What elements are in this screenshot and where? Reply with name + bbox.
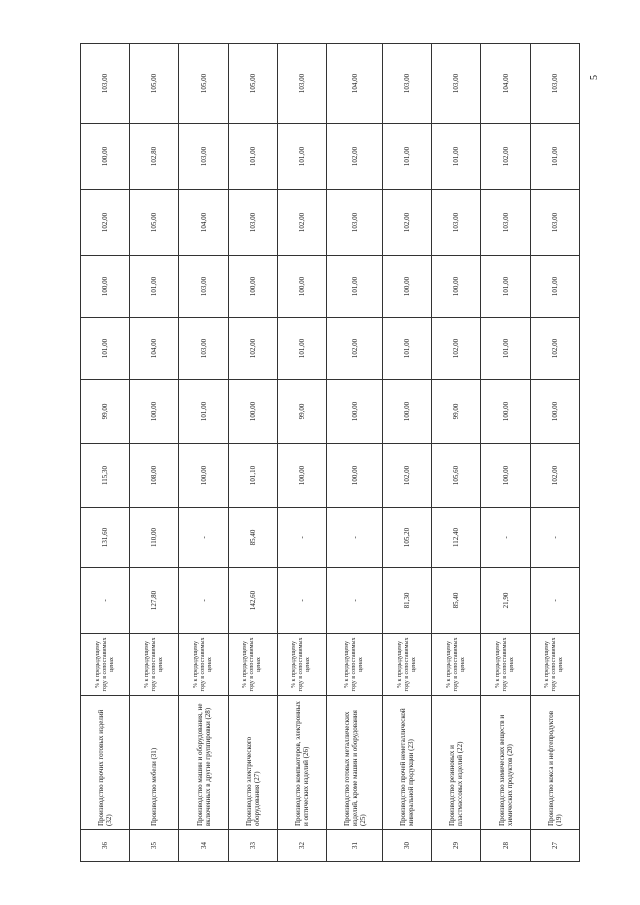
indicator-name-cell: Производство компьютеров, электронных и оптических изделий (26) (277, 696, 326, 830)
value-cell: 105,00 (130, 44, 179, 124)
table-row (481, 44, 530, 862)
value-cell: 100,00 (432, 256, 481, 318)
value-cell: 100,00 (81, 256, 130, 318)
value-cell: 112,40 (432, 508, 481, 568)
indicator-name-cell: Производство машин и оборудования, не включенных в другие группировки (28) (179, 696, 228, 830)
value-cell: 103,00 (179, 124, 228, 190)
table-row (383, 44, 432, 862)
statistics-table (80, 44, 580, 862)
value-cell: 101,00 (383, 124, 432, 190)
value-cell: 101,00 (130, 256, 179, 318)
indicator-name-cell: Производство готовых металлических изделий, кроме машин и оборудования (25) (327, 696, 383, 830)
value-cell: 100,00 (327, 380, 383, 444)
value-cell: 102,00 (481, 124, 530, 190)
value-cell: 100,00 (481, 380, 530, 444)
unit-cell: % к предыдущему году в сопоставимых ценах (383, 634, 432, 696)
value-cell: 103,00 (432, 190, 481, 256)
value-cell: 103,00 (81, 44, 130, 124)
value-cell: - (179, 568, 228, 634)
value-cell: 101,00 (228, 124, 277, 190)
value-cell: 103,00 (327, 190, 383, 256)
value-cell: 102,00 (530, 318, 579, 380)
value-cell: 101,00 (530, 124, 579, 190)
table-row (81, 44, 130, 862)
value-cell: 101,00 (530, 256, 579, 318)
indicator-name-cell: Производство прочей неметаллической минеральной продукции (23) (383, 696, 432, 830)
value-cell: 100,00 (530, 380, 579, 444)
value-cell: 101,10 (228, 444, 277, 508)
value-cell: 102,00 (383, 444, 432, 508)
table-row (327, 44, 383, 862)
value-cell: 99,00 (277, 380, 326, 444)
value-cell: 102,00 (81, 190, 130, 256)
value-cell: 100,00 (383, 256, 432, 318)
table-row (530, 44, 579, 862)
row-number-cell: 34 (179, 830, 228, 862)
value-cell: 101,00 (481, 318, 530, 380)
table-body (81, 44, 580, 862)
unit-cell: % к предыдущему году в сопоставимых ценах (327, 634, 383, 696)
value-cell: 100,00 (383, 380, 432, 444)
value-cell: - (530, 508, 579, 568)
unit-cell: % к предыдущему году в сопоставимых ценах (481, 634, 530, 696)
value-cell: 100,00 (277, 444, 326, 508)
value-cell: 85,40 (228, 508, 277, 568)
unit-cell: % к предыдущему году в сопоставимых ценах (530, 634, 579, 696)
value-cell: 103,00 (432, 44, 481, 124)
table-row (130, 44, 179, 862)
indicator-name-cell: Производство резиновых и пластмассовых изделий (22) (432, 696, 481, 830)
value-cell: 105,00 (228, 44, 277, 124)
value-cell: - (277, 508, 326, 568)
value-cell: 100,00 (130, 380, 179, 444)
value-cell: 102,00 (277, 190, 326, 256)
value-cell: 101,00 (81, 318, 130, 380)
value-cell: 110,00 (130, 508, 179, 568)
value-cell: 102,80 (130, 124, 179, 190)
row-number-cell: 32 (277, 830, 326, 862)
page-number: 5 (589, 75, 600, 80)
row-number-cell: 29 (432, 830, 481, 862)
unit-cell: % к предыдущему году в сопоставимых ценах (432, 634, 481, 696)
unit-cell: % к предыдущему году в сопоставимых ценах (277, 634, 326, 696)
table-row (179, 44, 228, 862)
value-cell: 100,00 (81, 124, 130, 190)
value-cell: 105,20 (383, 508, 432, 568)
value-cell: 100,00 (327, 444, 383, 508)
unit-cell: % к предыдущему году в сопоставимых ценах (130, 634, 179, 696)
value-cell: 103,00 (383, 44, 432, 124)
value-cell: 100,00 (228, 256, 277, 318)
value-cell: 101,00 (277, 318, 326, 380)
value-cell: 103,00 (530, 44, 579, 124)
value-cell: 102,00 (530, 444, 579, 508)
value-cell: - (327, 508, 383, 568)
table-row (432, 44, 481, 862)
value-cell: 108,00 (130, 444, 179, 508)
value-cell: 100,00 (228, 380, 277, 444)
indicator-name-cell: Производство электрического оборудования (27) (228, 696, 277, 830)
value-cell: 104,00 (179, 190, 228, 256)
value-cell: 115,30 (81, 444, 130, 508)
value-cell: 105,00 (130, 190, 179, 256)
value-cell: 103,00 (277, 44, 326, 124)
value-cell: 101,00 (277, 124, 326, 190)
unit-cell: % к предыдущему году в сопоставимых ценах (179, 634, 228, 696)
value-cell: - (179, 508, 228, 568)
value-cell: 142,60 (228, 568, 277, 634)
value-cell: 101,00 (383, 318, 432, 380)
value-cell: 21,90 (481, 568, 530, 634)
indicator-name-cell: Производство мебели (31) (130, 696, 179, 830)
value-cell: 99,00 (432, 380, 481, 444)
value-cell: 131,60 (81, 508, 130, 568)
value-cell: 100,00 (179, 444, 228, 508)
rotated-table-frame (80, 44, 580, 862)
unit-cell: % к предыдущему году в сопоставимых ценах (81, 634, 130, 696)
value-cell: 101,00 (481, 256, 530, 318)
row-number-cell: 28 (481, 830, 530, 862)
value-cell: 102,00 (432, 318, 481, 380)
value-cell: 105,60 (432, 444, 481, 508)
value-cell: 102,00 (228, 318, 277, 380)
value-cell: - (277, 568, 326, 634)
value-cell: 102,00 (327, 124, 383, 190)
value-cell: 101,00 (179, 380, 228, 444)
row-number-cell: 35 (130, 830, 179, 862)
value-cell: 104,00 (481, 44, 530, 124)
table-row (228, 44, 277, 862)
value-cell: - (481, 508, 530, 568)
row-number-cell: 30 (383, 830, 432, 862)
value-cell: 102,00 (383, 190, 432, 256)
value-cell: 99,00 (81, 380, 130, 444)
value-cell: 102,00 (327, 318, 383, 380)
value-cell: 104,00 (130, 318, 179, 380)
indicator-name-cell: Производство прочих готовых изделий (32) (81, 696, 130, 830)
row-number-cell: 27 (530, 830, 579, 862)
value-cell: 105,00 (179, 44, 228, 124)
value-cell: 85,40 (432, 568, 481, 634)
value-cell: 103,00 (228, 190, 277, 256)
row-number-cell: 31 (327, 830, 383, 862)
unit-cell: % к предыдущему году в сопоставимых ценах (228, 634, 277, 696)
value-cell: 103,00 (530, 190, 579, 256)
indicator-name-cell: Производство химических веществ и химических продуктов (20) (481, 696, 530, 830)
value-cell: 101,00 (432, 124, 481, 190)
table-row (277, 44, 326, 862)
value-cell: 101,00 (327, 256, 383, 318)
value-cell: 81,30 (383, 568, 432, 634)
value-cell: - (81, 568, 130, 634)
value-cell: 100,00 (277, 256, 326, 318)
value-cell: - (530, 568, 579, 634)
value-cell: 127,80 (130, 568, 179, 634)
indicator-name-cell: Производство кокса и нефтепродуктов (19) (530, 696, 579, 830)
row-number-cell: 36 (81, 830, 130, 862)
value-cell: 103,00 (179, 318, 228, 380)
value-cell: 104,00 (327, 44, 383, 124)
value-cell: 103,00 (481, 190, 530, 256)
row-number-cell: 33 (228, 830, 277, 862)
value-cell: 100,00 (481, 444, 530, 508)
value-cell: 103,00 (179, 256, 228, 318)
value-cell: - (327, 568, 383, 634)
